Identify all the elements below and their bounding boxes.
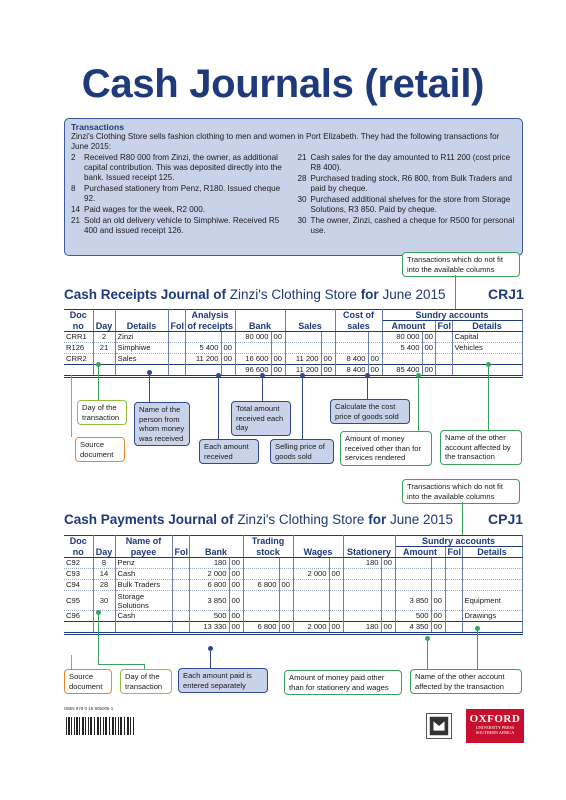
cpj-header-stock: stock xyxy=(243,547,293,558)
cell: C92 xyxy=(64,558,93,569)
cell xyxy=(335,332,368,343)
transactions-box xyxy=(64,118,523,256)
table-row xyxy=(64,569,522,580)
transaction-text: Purchased stationery from Penz, R180. Issued cheque 92. xyxy=(84,184,281,203)
cell: Storage Solutions xyxy=(115,591,172,611)
transactions-heading: Transactions xyxy=(71,122,125,132)
cpj-header-amount: Amount xyxy=(395,547,445,558)
crj-code: CRJ1 xyxy=(488,286,524,302)
cell: 00 xyxy=(321,354,335,365)
cpj-code: CPJ1 xyxy=(488,511,524,527)
crj-header-no: no xyxy=(64,321,93,332)
cell: 180 xyxy=(189,558,229,569)
transaction-text: Cash sales for the day amounted to R11 200 (cost price R8 400). xyxy=(310,153,511,172)
crj-header-sales: Sales xyxy=(285,321,335,332)
crj-header-details: Details xyxy=(115,321,168,332)
crj-header-fol2: Fol xyxy=(435,321,452,332)
cell: 00 xyxy=(229,591,243,611)
table-row xyxy=(64,343,522,354)
cell xyxy=(368,332,382,343)
cpj-header-details: Details xyxy=(462,547,522,558)
crj-title-part: June 2015 xyxy=(378,287,446,302)
cell xyxy=(435,354,452,365)
cell: Sales xyxy=(115,354,168,365)
cell xyxy=(343,591,381,611)
cell: 00 xyxy=(271,332,285,343)
cell: 13 330 xyxy=(189,622,229,634)
cpj-header-no: no xyxy=(64,547,93,558)
transactions-right-column xyxy=(298,153,517,237)
cell: 00 xyxy=(422,332,435,343)
cpj-callout-other-account: Name of the other account affected by the transaction xyxy=(410,669,522,694)
cpj-header-wages: Wages xyxy=(293,547,343,558)
transaction-day: 14 xyxy=(71,205,81,214)
cpj-title xyxy=(64,512,453,527)
cpj-header-trading: Trading xyxy=(243,536,293,547)
cell: 5 400 xyxy=(185,343,221,354)
cell xyxy=(321,343,335,354)
cpj-title-part: Cash Payments Journal of xyxy=(64,512,234,527)
cell xyxy=(462,580,522,591)
cell: Cash xyxy=(115,611,172,622)
cell: 00 xyxy=(221,343,235,354)
publisher-sub: SOUTHERN AFRICA xyxy=(475,730,515,735)
cell xyxy=(329,558,343,569)
cpj-callout-day: Day of the transaction xyxy=(120,669,172,694)
cell xyxy=(243,569,279,580)
cell xyxy=(243,611,279,622)
cell: 4 350 xyxy=(395,622,431,634)
cell: 80 000 xyxy=(382,332,422,343)
cell xyxy=(279,611,293,622)
cell: 14 xyxy=(93,569,115,580)
table-row xyxy=(64,611,522,622)
seal-logo-icon xyxy=(426,713,452,739)
cell: 6 800 xyxy=(243,622,279,634)
crj-callout-total: Total amount received each day xyxy=(231,401,291,436)
publisher-name: OXFORD xyxy=(469,713,521,725)
cell: 00 xyxy=(229,569,243,580)
cell: 00 xyxy=(431,622,445,634)
publisher-sub: UNIVERSITY PRESS xyxy=(475,725,515,730)
crj-header-sundry: Sundry accounts xyxy=(382,310,522,321)
cell: 30 xyxy=(93,591,115,611)
cell xyxy=(168,332,185,343)
crj-header-amount: Amount xyxy=(382,321,435,332)
cell: Penz xyxy=(115,558,172,569)
cell: 00 xyxy=(229,558,243,569)
cell: Vehicles xyxy=(452,343,522,354)
cell: 00 xyxy=(229,611,243,622)
cell: 00 xyxy=(329,622,343,634)
cpj-header-payee: payee xyxy=(115,547,172,558)
transaction-text: Purchased trading stock, R6 800, from Bulk Traders and paid by cheque. xyxy=(310,174,513,193)
transaction-day: 2 xyxy=(71,153,76,162)
cell: 5 400 xyxy=(382,343,422,354)
cell xyxy=(335,343,368,354)
cell: 00 xyxy=(431,591,445,611)
cell: 3 850 xyxy=(189,591,229,611)
cpj-callout-money-other: Amount of money paid other than for stationery and wages xyxy=(284,670,402,695)
cpj-header-name-of: Name of xyxy=(115,536,172,547)
crj-title-part: for xyxy=(360,287,379,302)
cell: Drawings xyxy=(462,611,522,622)
cell xyxy=(431,558,445,569)
transaction-item xyxy=(298,216,517,236)
cell: 28 xyxy=(93,580,115,591)
transaction-text: Sold an old delivery vehicle to Simphiwe. Received R5 400 and issued receipt 126. xyxy=(84,216,280,235)
cell xyxy=(381,591,395,611)
cell: C94 xyxy=(64,580,93,591)
cell xyxy=(279,558,293,569)
cell: 11 200 xyxy=(285,365,321,377)
crj-header-fol: Fol xyxy=(168,321,185,332)
crj-header-bank: Bank xyxy=(235,321,285,332)
crj-callout-other-account: Name of the other account affected by the transaction xyxy=(440,430,522,465)
cpj-callout-not-fit: Transactions which do not fit into the available columns xyxy=(402,479,520,504)
cell: Cash xyxy=(115,569,172,580)
cpj-header-stationery: Stationery xyxy=(343,547,395,558)
transaction-item xyxy=(71,216,290,236)
cell: 80 000 xyxy=(235,332,271,343)
crj-title xyxy=(64,287,446,302)
crj-callout-each-amount: Each amount received xyxy=(199,439,259,464)
crj-callout-not-fit: Transactions which do not fit into the available columns xyxy=(402,252,520,277)
cell: 00 xyxy=(271,354,285,365)
crj-callout-money-other: Amount of money received other than for services rendered xyxy=(340,431,432,466)
cell: 00 xyxy=(279,580,293,591)
cell xyxy=(329,591,343,611)
isbn-text: ISBN 978 0 19 906005 1 xyxy=(64,706,114,711)
cell: 8 400 xyxy=(335,354,368,365)
cell: 2 xyxy=(93,332,115,343)
transactions-left-column xyxy=(71,153,290,237)
cell: C93 xyxy=(64,569,93,580)
cell xyxy=(293,591,329,611)
cell: 00 xyxy=(431,611,445,622)
cell: 11 200 xyxy=(285,354,321,365)
cell xyxy=(279,591,293,611)
cell xyxy=(381,611,395,622)
cell xyxy=(381,569,395,580)
cell xyxy=(435,332,452,343)
crj-header-cost: Cost of xyxy=(335,310,382,321)
cell xyxy=(285,332,321,343)
table-row xyxy=(64,580,522,591)
cell xyxy=(243,558,279,569)
table-row xyxy=(64,332,522,343)
cell: 00 xyxy=(368,354,382,365)
crj-callout-source: Source document xyxy=(75,437,125,462)
cell: 2 000 xyxy=(293,569,329,580)
cpj-header-bank: Bank xyxy=(189,547,243,558)
transaction-text: The owner, Zinzi, cashed a cheque for R500 for personal use. xyxy=(310,216,515,235)
cell xyxy=(368,343,382,354)
crj-callout-selling: Selling price of goods sold xyxy=(270,439,334,464)
cpj-title-part: June 2015 xyxy=(386,512,454,527)
transaction-item xyxy=(298,174,517,194)
transaction-day: 28 xyxy=(297,174,307,183)
cpj-header-fol: Fol xyxy=(172,547,189,558)
cell xyxy=(435,343,452,354)
crj-title-part: Cash Receipts Journal of xyxy=(64,287,227,302)
crj-header-cost-sales: sales xyxy=(335,321,382,332)
cell: 16 600 xyxy=(235,354,271,365)
crj-callout-day: Day of the transaction xyxy=(77,400,127,425)
transaction-day: 8 xyxy=(71,184,76,193)
cell: 00 xyxy=(381,622,395,634)
cell: Equipment xyxy=(462,591,522,611)
cell: Zinzi xyxy=(115,332,168,343)
cpj-callout-source: Source document xyxy=(64,669,112,694)
cell: 85 400 xyxy=(382,365,422,377)
cell xyxy=(462,558,522,569)
cell: 00 xyxy=(422,365,435,377)
cell xyxy=(395,580,431,591)
transaction-day: 21 xyxy=(71,216,81,225)
cell xyxy=(279,569,293,580)
transaction-text: Received R80 000 from Zinzi, the owner, as additional capital contribution. This was deposited directly into the bank. Issued receipt 125. xyxy=(84,153,282,182)
cell: 180 xyxy=(343,558,381,569)
cell xyxy=(243,591,279,611)
cell: 00 xyxy=(229,622,243,634)
cell: CRR1 xyxy=(64,332,93,343)
cell xyxy=(395,569,431,580)
cell: 180 xyxy=(343,622,381,634)
cell xyxy=(343,580,381,591)
cell xyxy=(293,611,329,622)
cell: 2 000 xyxy=(189,569,229,580)
cell xyxy=(462,569,522,580)
crj-header-of-receipts: of receipts xyxy=(185,321,235,332)
table-row xyxy=(64,558,522,569)
transaction-day: 30 xyxy=(297,216,307,225)
cell xyxy=(293,558,329,569)
cell xyxy=(235,343,271,354)
cell: 6 800 xyxy=(189,580,229,591)
cell: 8 400 xyxy=(335,365,368,377)
transaction-text: Paid wages for the week, R2 000. xyxy=(84,205,206,214)
cpj-title-part: for xyxy=(368,512,387,527)
cell: 11 200 xyxy=(185,354,221,365)
crj-header-day: Day xyxy=(93,321,115,332)
cell xyxy=(185,332,221,343)
cell xyxy=(343,611,381,622)
crj-callout-person: Name of the person from whom money was received xyxy=(134,402,190,446)
cell: 500 xyxy=(395,611,431,622)
crj-header-details2: Details xyxy=(452,321,522,332)
cell: 2 000 xyxy=(293,622,329,634)
cell: 00 xyxy=(381,558,395,569)
cell: 3 850 xyxy=(395,591,431,611)
cell xyxy=(285,343,321,354)
cpj-title-part: Zinzi's Clothing Store xyxy=(233,512,369,527)
cell xyxy=(431,580,445,591)
cpj-header-sundry: Sundry accounts xyxy=(395,536,522,547)
cell: Capital xyxy=(452,332,522,343)
cell: Simphiwe xyxy=(115,343,168,354)
cell: Bulk Traders xyxy=(115,580,172,591)
crj-title-part: Zinzi's Clothing Store xyxy=(226,287,361,302)
barcode-icon xyxy=(64,712,136,740)
transaction-text: Purchased additional shelves for the store from Storage Solutions, R3 850. Paid by cheque. xyxy=(310,195,511,214)
cell xyxy=(168,343,185,354)
cell xyxy=(382,354,422,365)
cell: 00 xyxy=(422,343,435,354)
crj-table xyxy=(64,309,523,378)
transactions-intro: Zinzi's Clothing Store sells fashion clothing to men and women in Port Elizabeth. They had the following transactions for June 2015: xyxy=(71,132,500,151)
cell xyxy=(293,580,329,591)
cell: 96 600 xyxy=(235,365,271,377)
transaction-item xyxy=(71,205,290,215)
cell: C95 xyxy=(64,591,93,611)
crj-callout-calc-cost: Calculate the cost price of goods sold xyxy=(330,399,410,424)
cell xyxy=(221,332,235,343)
transaction-day: 21 xyxy=(297,153,307,162)
cell xyxy=(329,580,343,591)
transaction-item xyxy=(71,184,290,204)
cell: 00 xyxy=(321,365,335,377)
totals-row xyxy=(64,365,522,377)
table-row xyxy=(64,354,522,365)
transaction-item xyxy=(71,153,290,183)
cell: C96 xyxy=(64,611,93,622)
oxford-logo xyxy=(466,709,524,743)
cell xyxy=(329,611,343,622)
transaction-item xyxy=(298,153,517,173)
crj-header-doc: Doc xyxy=(64,310,93,321)
cell: 00 xyxy=(368,365,382,377)
cell: 00 xyxy=(221,354,235,365)
cell: 00 xyxy=(329,569,343,580)
cell: 500 xyxy=(189,611,229,622)
cell: 00 xyxy=(229,580,243,591)
transaction-item xyxy=(298,195,517,215)
page-title: Cash Journals (retail) xyxy=(81,62,485,106)
transaction-day: 30 xyxy=(297,195,307,204)
cpj-header-day: Day xyxy=(93,547,115,558)
cell xyxy=(431,569,445,580)
cpj-header-doc: Doc xyxy=(64,536,93,547)
cpj-callout-each-paid: Each amount paid is entered separately xyxy=(178,668,268,693)
cell xyxy=(422,354,435,365)
cell: 21 xyxy=(93,343,115,354)
cell: 6 800 xyxy=(243,580,279,591)
cpj-table xyxy=(64,535,523,635)
cell: 00 xyxy=(279,622,293,634)
cell xyxy=(168,354,185,365)
cell xyxy=(321,332,335,343)
table-row xyxy=(64,591,522,611)
cell xyxy=(271,343,285,354)
cpj-header-fol2: Fol xyxy=(445,547,462,558)
cell: 8 xyxy=(93,558,115,569)
cell: 00 xyxy=(271,365,285,377)
cell xyxy=(343,569,381,580)
totals-row xyxy=(64,622,522,634)
cell: R126 xyxy=(64,343,93,354)
crj-header-analysis: Analysis xyxy=(185,310,235,321)
cell xyxy=(381,580,395,591)
cell xyxy=(395,558,431,569)
cell: CRR2 xyxy=(64,354,93,365)
